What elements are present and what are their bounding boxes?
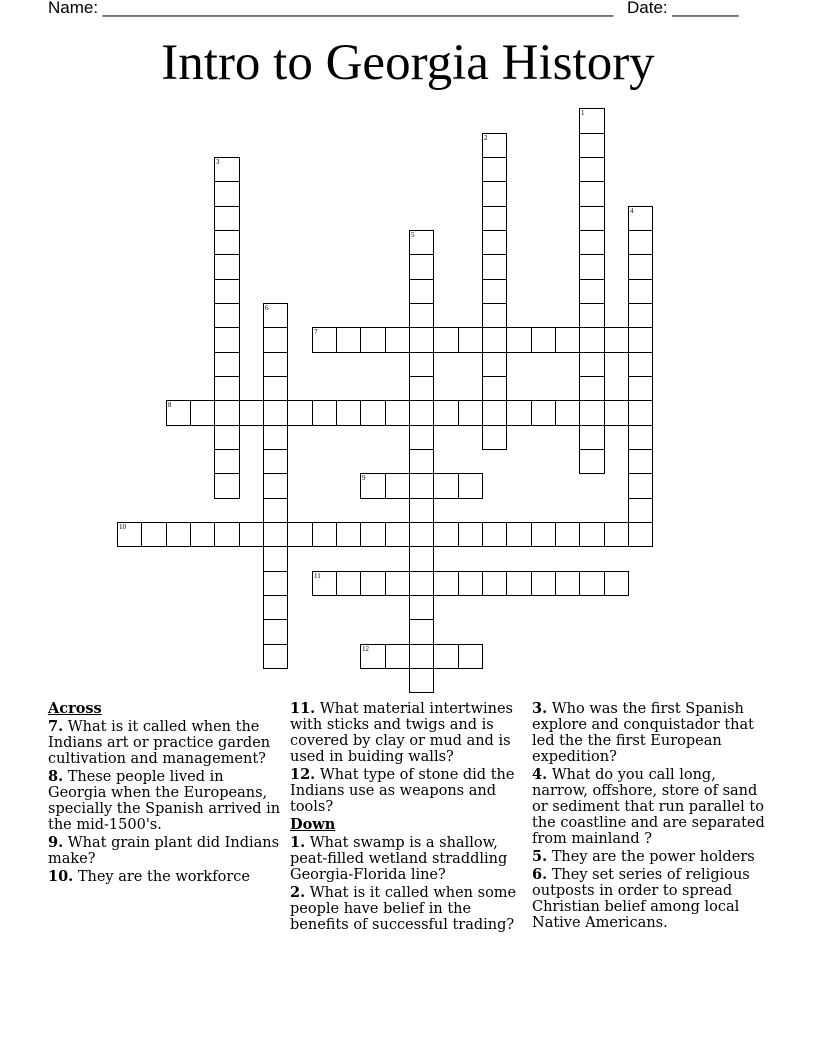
crossword-cell[interactable] — [579, 400, 605, 426]
crossword-cell[interactable] — [579, 157, 605, 182]
crossword-cell[interactable] — [433, 400, 459, 426]
crossword-cell[interactable] — [409, 668, 434, 693]
crossword-cell[interactable] — [506, 571, 532, 596]
clue-across-10: 10. They are the workforce — [48, 868, 250, 885]
crossword-cell[interactable] — [628, 449, 653, 474]
crossword-cell[interactable] — [555, 400, 580, 426]
crossword-cell[interactable] — [409, 400, 434, 426]
clue-down-5: 5. They are the power holders — [532, 848, 755, 865]
crossword-cell[interactable] — [263, 522, 288, 547]
crossword-cell[interactable] — [385, 473, 410, 499]
across-heading: Across — [48, 700, 102, 717]
crossword-cell[interactable] — [458, 400, 483, 426]
crossword-cell[interactable] — [409, 571, 434, 596]
crossword-cell[interactable] — [433, 522, 459, 547]
crossword-cell[interactable] — [360, 473, 386, 499]
crossword-cell[interactable] — [409, 522, 434, 547]
crossword-cell[interactable] — [385, 400, 410, 426]
crossword-cell[interactable] — [385, 522, 410, 547]
down-heading: Down — [290, 816, 336, 833]
crossword-cell[interactable] — [214, 206, 240, 231]
crossword-cell[interactable] — [263, 498, 288, 523]
crossword-cell[interactable] — [214, 303, 240, 328]
clue-number-label: 2 — [484, 134, 488, 142]
crossword-cell[interactable] — [531, 571, 556, 596]
crossword-cell[interactable] — [409, 376, 434, 401]
crossword-cell[interactable] — [628, 425, 653, 450]
clue-across-8: 8. These people lived in Georgia when the Europeans, specially the Spanish arrived in the mid-1500's. — [48, 768, 281, 833]
crossword-cell[interactable] — [604, 400, 629, 426]
crossword-cell[interactable] — [628, 376, 653, 401]
crossword-cell[interactable] — [336, 400, 361, 426]
page-title: Intro to Georgia History — [161, 35, 655, 91]
clue-number-label: 3 — [216, 158, 220, 166]
crossword-cell[interactable] — [531, 522, 556, 547]
crossword-cell[interactable] — [214, 254, 240, 280]
crossword-cell[interactable] — [385, 571, 410, 596]
clue-number-label: 6 — [265, 304, 269, 312]
crossword-cell[interactable] — [409, 352, 434, 377]
crossword-cell[interactable] — [482, 352, 507, 377]
clue-number-label: 1 — [581, 109, 585, 117]
crossword-cell[interactable] — [482, 571, 507, 596]
crossword-cell[interactable] — [141, 522, 167, 547]
crossword-cell[interactable] — [579, 181, 605, 207]
crossword-cell[interactable] — [263, 619, 288, 645]
crossword-cell[interactable] — [482, 254, 507, 280]
crossword-cell[interactable] — [482, 133, 507, 158]
crossword-cell[interactable] — [214, 279, 240, 304]
crossword-cell[interactable] — [555, 571, 580, 596]
crossword-cell[interactable] — [263, 376, 288, 401]
crossword-cell[interactable] — [117, 522, 142, 547]
crossword-cell[interactable] — [214, 376, 240, 401]
crossword-cell[interactable] — [263, 546, 288, 572]
crossword-cell[interactable] — [531, 400, 556, 426]
clues-column-2 — [290, 701, 526, 935]
crossword-cell[interactable] — [263, 327, 288, 353]
clue-down-4: 4. What do you call long, narrow, offshore, store of sand or sediment that run parallel to the coastline and are separated from mainland ? — [532, 766, 765, 847]
crossword-cell[interactable] — [336, 571, 361, 596]
crossword-cell[interactable] — [628, 498, 653, 523]
crossword-cell[interactable] — [336, 522, 361, 547]
crossword-cell[interactable] — [482, 230, 507, 255]
crossword-cell[interactable] — [579, 254, 605, 280]
crossword-cell[interactable] — [312, 571, 337, 596]
crossword-cell[interactable] — [628, 352, 653, 377]
clue-number-label: 8 — [168, 401, 172, 409]
crossword-cell[interactable] — [579, 279, 605, 304]
crossword-cell[interactable] — [214, 327, 240, 353]
crossword-cell[interactable] — [409, 595, 434, 620]
crossword-cell[interactable] — [214, 181, 240, 207]
name-field[interactable]: Name: ______________________________________________________ — [48, 0, 614, 17]
crossword-cell[interactable] — [360, 571, 386, 596]
crossword-cell[interactable] — [628, 400, 653, 426]
crossword-cell[interactable] — [312, 400, 337, 426]
crossword-cell[interactable] — [409, 425, 434, 450]
crossword-cell[interactable] — [214, 352, 240, 377]
crossword-cell[interactable] — [214, 230, 240, 255]
crossword-cell[interactable] — [628, 473, 653, 499]
crossword-cell[interactable] — [579, 449, 605, 474]
clue-number-label: 7 — [314, 328, 318, 336]
clue-across-9: 9. What grain plant did Indians make? — [48, 834, 280, 867]
crossword-cell[interactable] — [409, 546, 434, 572]
crossword-cell[interactable] — [579, 327, 605, 353]
crossword-cell[interactable] — [458, 571, 483, 596]
crossword-cell[interactable] — [482, 376, 507, 401]
crossword-cell[interactable] — [263, 303, 288, 328]
crossword-cell[interactable] — [628, 254, 653, 280]
crossword-cell[interactable] — [458, 522, 483, 547]
crossword-cell[interactable] — [579, 303, 605, 328]
crossword-cell[interactable] — [506, 400, 532, 426]
crossword-cell[interactable] — [409, 473, 434, 499]
crossword-cell[interactable] — [482, 181, 507, 207]
crossword-cell[interactable] — [409, 449, 434, 474]
crossword-cell[interactable] — [239, 400, 264, 426]
crossword-cell[interactable] — [555, 327, 580, 353]
crossword-cell[interactable] — [604, 327, 629, 353]
crossword-cell[interactable] — [482, 425, 507, 450]
crossword-cell[interactable] — [579, 425, 605, 450]
crossword-cell[interactable] — [579, 206, 605, 231]
crossword-cell[interactable] — [263, 595, 288, 620]
crossword-cell[interactable] — [409, 327, 434, 353]
clue-number-label: 9 — [362, 474, 366, 482]
crossword-cell[interactable] — [433, 644, 459, 669]
crossword-cell[interactable] — [336, 327, 361, 353]
crossword-cell[interactable] — [628, 522, 653, 547]
crossword-cell[interactable] — [409, 498, 434, 523]
crossword-cell[interactable] — [628, 327, 653, 353]
crossword-cell[interactable] — [263, 449, 288, 474]
clue-number-label: 4 — [630, 207, 634, 215]
crossword-cell[interactable] — [482, 327, 507, 353]
crossword-cell[interactable] — [263, 400, 288, 426]
crossword-cell[interactable] — [458, 473, 483, 499]
crossword-cell[interactable] — [263, 473, 288, 499]
crossword-cell[interactable] — [287, 400, 313, 426]
crossword-cell[interactable] — [579, 522, 605, 547]
crossword-cell[interactable] — [628, 230, 653, 255]
crossword-cell[interactable] — [312, 327, 337, 353]
clues-column-3 — [532, 701, 768, 933]
crossword-cell[interactable] — [214, 473, 240, 499]
crossword-cell[interactable] — [409, 644, 434, 669]
crossword-cell[interactable] — [166, 400, 191, 426]
crossword-cell[interactable] — [190, 522, 215, 547]
crossword-cell[interactable] — [458, 327, 483, 353]
crossword-cell[interactable] — [628, 279, 653, 304]
crossword-cell[interactable] — [458, 644, 483, 669]
crossword-cell[interactable] — [433, 473, 459, 499]
crossword-cell[interactable] — [506, 327, 532, 353]
crossword-cell[interactable] — [214, 425, 240, 450]
crossword-cell[interactable] — [409, 279, 434, 304]
crossword-cell[interactable] — [409, 254, 434, 280]
crossword-cell[interactable] — [579, 133, 605, 158]
clue-down-6: 6. They set series of religious outposts in order to spread Christian belief among local Native Americans. — [532, 866, 750, 931]
crossword-cell[interactable] — [385, 327, 410, 353]
crossword-cell[interactable] — [482, 279, 507, 304]
clue-number-label: 10 — [119, 523, 126, 531]
crossword-cell[interactable] — [579, 571, 605, 596]
crossword-cell[interactable] — [628, 206, 653, 231]
crossword-cell[interactable] — [409, 619, 434, 645]
crossword-cell[interactable] — [312, 522, 337, 547]
crossword-cell[interactable] — [579, 376, 605, 401]
clue-across-7: 7. What is it called when the Indians art or practice garden cultivation and management? — [48, 718, 271, 767]
crossword-cell[interactable] — [482, 206, 507, 231]
crossword-cell[interactable] — [482, 157, 507, 182]
crossword-cell[interactable] — [409, 230, 434, 255]
crossword-cell[interactable] — [239, 522, 264, 547]
crossword-cell[interactable] — [482, 303, 507, 328]
crossword-cell[interactable] — [604, 571, 629, 596]
crossword-cell[interactable] — [214, 522, 240, 547]
date-field[interactable]: Date: _______ — [627, 0, 739, 17]
clue-across-12: 12. What type of stone did the Indians use as weapons and tools? — [290, 766, 515, 815]
crossword-cell[interactable] — [579, 108, 605, 134]
crossword-cell[interactable] — [263, 571, 288, 596]
clues-column-1 — [48, 701, 284, 887]
crossword-cell[interactable] — [360, 400, 386, 426]
crossword-cell[interactable] — [214, 400, 240, 426]
crossword-cell[interactable] — [263, 352, 288, 377]
crossword-cell[interactable] — [263, 425, 288, 450]
crossword-cell[interactable] — [263, 644, 288, 669]
clue-number-label: 11 — [314, 572, 321, 580]
crossword-cell[interactable] — [506, 522, 532, 547]
crossword-cell[interactable] — [579, 352, 605, 377]
crossword-cell[interactable] — [409, 303, 434, 328]
clue-down-2: 2. What is it called when some people have belief in the benefits of successful trading? — [290, 884, 517, 933]
crossword-cell[interactable] — [579, 230, 605, 255]
crossword-cell[interactable] — [482, 522, 507, 547]
crossword-cell[interactable] — [360, 522, 386, 547]
crossword-cell[interactable] — [287, 522, 313, 547]
crossword-cell[interactable] — [433, 327, 459, 353]
crossword-cell[interactable] — [555, 522, 580, 547]
clue-down-3: 3. Who was the first Spanish explore and conquistador that led the the first European expedition? — [532, 700, 754, 765]
clue-number-label: 5 — [411, 231, 415, 239]
clue-across-11: 11. What material intertwines with sticks and twigs and is covered by clay or mud and is used in buiding walls? — [290, 700, 513, 765]
crossword-cell[interactable] — [482, 400, 507, 426]
crossword-cell[interactable] — [360, 644, 386, 669]
crossword-cell[interactable] — [214, 449, 240, 474]
crossword-cell[interactable] — [531, 327, 556, 353]
crossword-cell[interactable] — [628, 303, 653, 328]
crossword-cell[interactable] — [604, 522, 629, 547]
crossword-cell[interactable] — [166, 522, 191, 547]
crossword-cell[interactable] — [433, 571, 459, 596]
crossword-cell[interactable] — [190, 400, 215, 426]
clue-number-label: 12 — [362, 645, 369, 653]
crossword-cell[interactable] — [360, 327, 386, 353]
crossword-cell[interactable] — [385, 644, 410, 669]
clue-down-1: 1. What swamp is a shallow, peat-filled wetland straddling Georgia-Florida line? — [290, 834, 508, 883]
crossword-cell[interactable] — [214, 157, 240, 182]
